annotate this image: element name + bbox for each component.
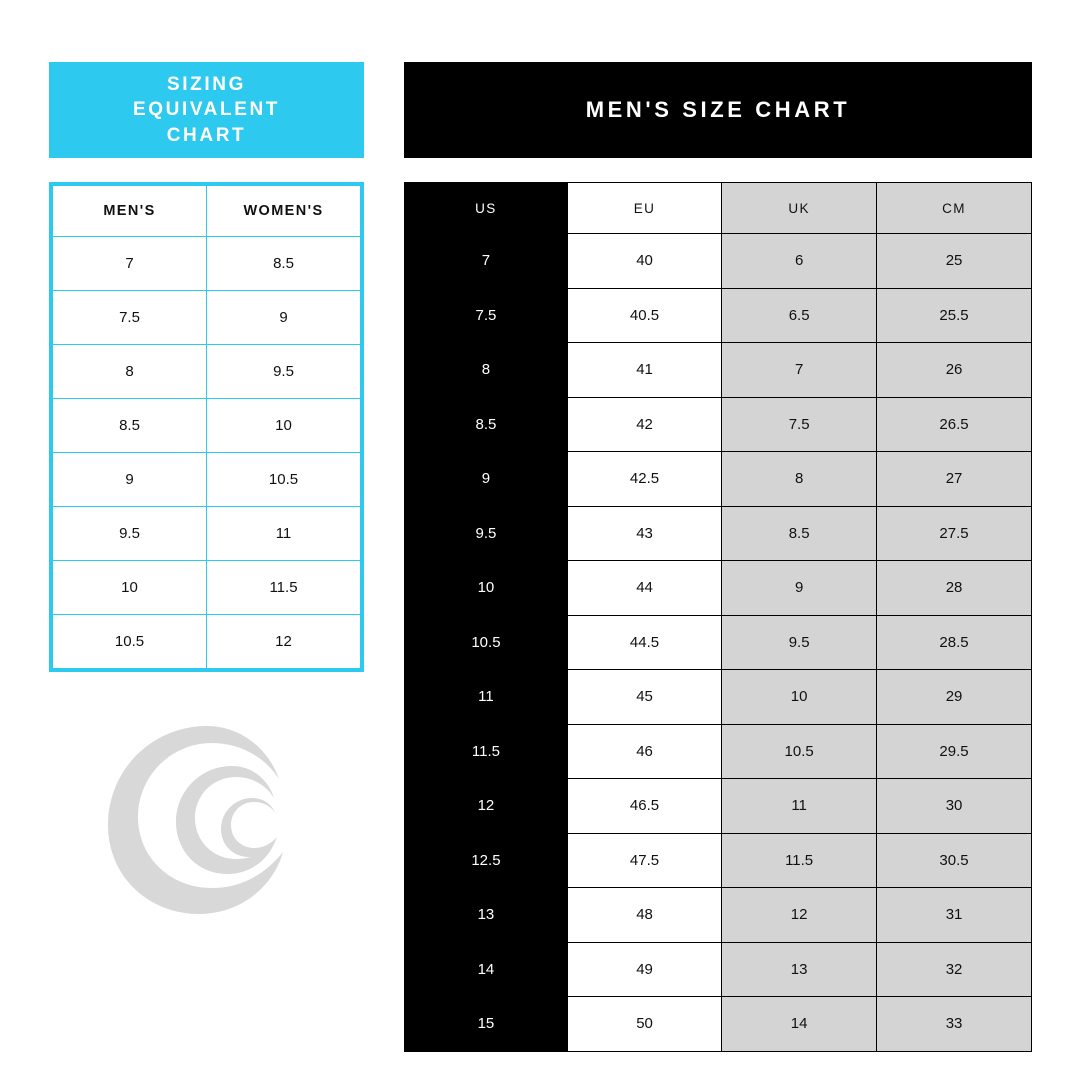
table-row (53, 507, 361, 561)
sizing-equivalent-chart-panel (49, 62, 364, 672)
mens-size-table-body (405, 234, 1032, 1052)
table-cell: 7 (53, 237, 207, 291)
table-cell: 10 (722, 670, 877, 725)
table-cell: 9.5 (722, 615, 877, 670)
table-row (405, 343, 1032, 398)
table-cell: 12 (207, 615, 361, 669)
table-cell: 42 (567, 397, 721, 452)
table-cell: 9 (405, 452, 568, 507)
table-cell: 11.5 (722, 833, 877, 888)
table-cell: 8.5 (207, 237, 361, 291)
column-header-uk: UK (722, 183, 877, 234)
table-cell: 31 (877, 888, 1032, 943)
table-cell: 42.5 (567, 452, 721, 507)
table-cell: 26.5 (877, 397, 1032, 452)
table-cell: 8 (53, 345, 207, 399)
table-header-row (53, 186, 361, 237)
table-cell: 11 (207, 507, 361, 561)
table-row (405, 506, 1032, 561)
table-cell: 9.5 (405, 506, 568, 561)
table-cell: 27 (877, 452, 1032, 507)
table-row (405, 942, 1032, 997)
table-row (53, 453, 361, 507)
table-cell: 25.5 (877, 288, 1032, 343)
table-row (53, 399, 361, 453)
table-cell: 12 (722, 888, 877, 943)
table-cell: 10.5 (53, 615, 207, 669)
table-cell: 10 (53, 561, 207, 615)
table-cell: 12.5 (405, 833, 568, 888)
table-row (53, 561, 361, 615)
title-line-3: CHART (166, 124, 247, 146)
title-line-2: EQUIVALENT (132, 99, 281, 121)
table-row (53, 237, 361, 291)
table-row (405, 779, 1032, 834)
table-cell: 12 (405, 779, 568, 834)
table-cell: 41 (567, 343, 721, 398)
table-cell: 10.5 (405, 615, 568, 670)
table-cell: 26 (877, 343, 1032, 398)
mens-size-chart-title: MEN'S SIZE CHART (404, 62, 1032, 158)
column-header-eu: EU (567, 183, 721, 234)
table-row (405, 888, 1032, 943)
table-cell: 49 (567, 942, 721, 997)
table-cell: 14 (405, 942, 568, 997)
table-cell: 32 (877, 942, 1032, 997)
column-header-mens: MEN'S (53, 186, 207, 237)
table-cell: 25 (877, 234, 1032, 289)
table-cell: 7 (722, 343, 877, 398)
table-cell: 44 (567, 561, 721, 616)
sizing-equivalent-table (52, 185, 361, 669)
table-cell: 9.5 (53, 507, 207, 561)
title-line-1: SIZING (167, 73, 246, 95)
table-cell: 7.5 (722, 397, 877, 452)
table-cell: 8.5 (722, 506, 877, 561)
table-cell: 9 (722, 561, 877, 616)
table-cell: 8.5 (405, 397, 568, 452)
table-cell: 29 (877, 670, 1032, 725)
table-cell: 9 (207, 291, 361, 345)
mens-size-chart-panel (404, 62, 1032, 1052)
table-row (405, 997, 1032, 1052)
table-cell: 9.5 (207, 345, 361, 399)
table-cell: 28.5 (877, 615, 1032, 670)
table-cell: 48 (567, 888, 721, 943)
table-cell: 45 (567, 670, 721, 725)
table-cell: 7.5 (405, 288, 568, 343)
table-cell: 29.5 (877, 724, 1032, 779)
table-row (405, 288, 1032, 343)
table-cell: 13 (405, 888, 568, 943)
table-cell: 33 (877, 997, 1032, 1052)
table-cell: 10 (207, 399, 361, 453)
table-cell: 11 (405, 670, 568, 725)
sizing-equivalent-chart-title (49, 62, 364, 158)
table-row (405, 615, 1032, 670)
table-cell: 40 (567, 234, 721, 289)
table-cell: 11 (722, 779, 877, 834)
table-cell: 46 (567, 724, 721, 779)
table-cell: 8 (405, 343, 568, 398)
table-cell: 10.5 (722, 724, 877, 779)
table-row (53, 291, 361, 345)
table-row (405, 561, 1032, 616)
table-cell: 10 (405, 561, 568, 616)
table-cell: 14 (722, 997, 877, 1052)
table-cell: 46.5 (567, 779, 721, 834)
table-cell: 27.5 (877, 506, 1032, 561)
table-cell: 7 (405, 234, 568, 289)
sizing-equivalent-table-wrap (49, 182, 364, 672)
table-row (405, 724, 1032, 779)
table-cell: 9 (53, 453, 207, 507)
table-cell: 30 (877, 779, 1032, 834)
table-row (405, 670, 1032, 725)
table-cell: 6 (722, 234, 877, 289)
crescent-swirl-logo (100, 718, 315, 918)
table-cell: 11.5 (405, 724, 568, 779)
table-cell: 44.5 (567, 615, 721, 670)
table-cell: 30.5 (877, 833, 1032, 888)
table-row (405, 452, 1032, 507)
table-header-row (405, 183, 1032, 234)
table-cell: 15 (405, 997, 568, 1052)
column-header-cm: CM (877, 183, 1032, 234)
table-row (405, 397, 1032, 452)
table-cell: 43 (567, 506, 721, 561)
table-cell: 47.5 (567, 833, 721, 888)
column-header-us: US (405, 183, 568, 234)
table-cell: 40.5 (567, 288, 721, 343)
table-cell: 28 (877, 561, 1032, 616)
table-cell: 10.5 (207, 453, 361, 507)
table-row (405, 833, 1032, 888)
table-row (53, 615, 361, 669)
table-cell: 6.5 (722, 288, 877, 343)
table-cell: 50 (567, 997, 721, 1052)
mens-size-table (404, 182, 1032, 1052)
sizing-equivalent-table-body (53, 237, 361, 669)
column-header-womens: WOMEN'S (207, 186, 361, 237)
table-row (405, 234, 1032, 289)
table-cell: 13 (722, 942, 877, 997)
table-cell: 8.5 (53, 399, 207, 453)
table-cell: 8 (722, 452, 877, 507)
table-cell: 7.5 (53, 291, 207, 345)
table-row (53, 345, 361, 399)
table-cell: 11.5 (207, 561, 361, 615)
mens-size-table-wrap (404, 182, 1032, 1052)
